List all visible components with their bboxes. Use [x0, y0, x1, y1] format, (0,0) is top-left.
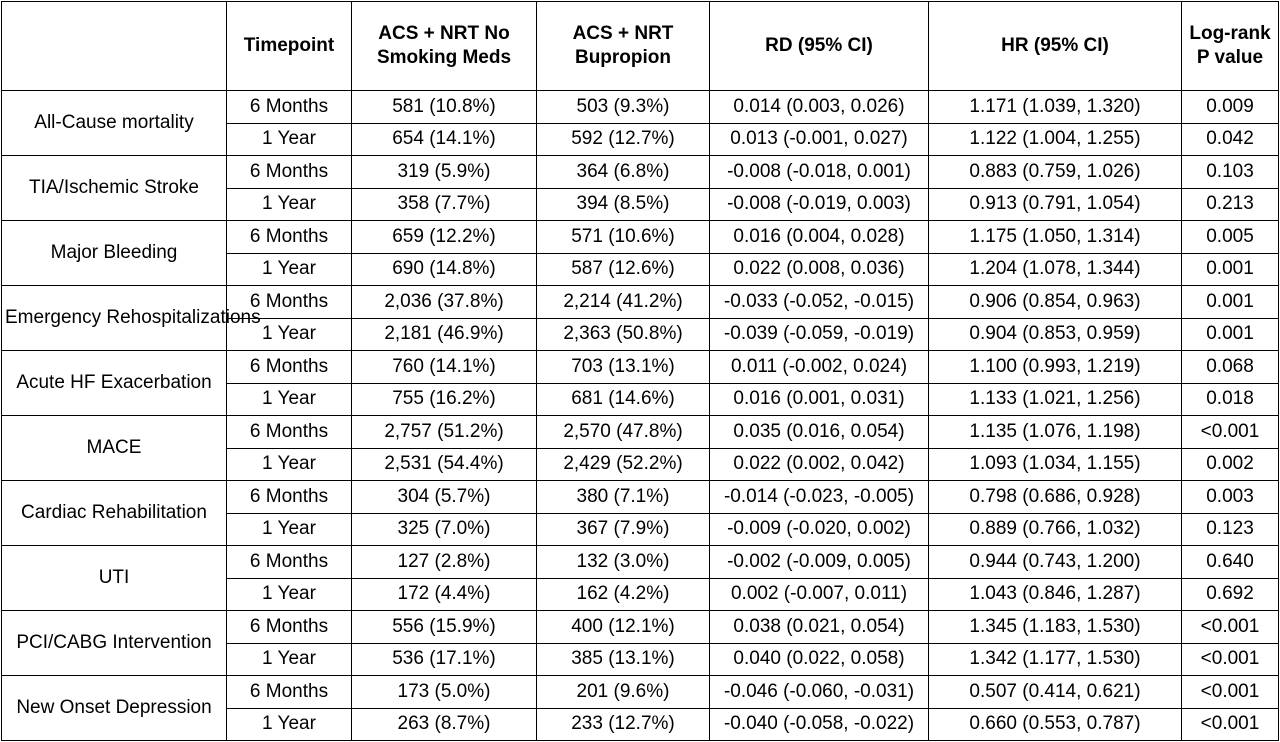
cell-timepoint: 1 Year — [227, 253, 352, 286]
cell-rd: 0.022 (0.008, 0.036) — [710, 253, 929, 286]
cell-rd: -0.008 (-0.018, 0.001) — [710, 156, 929, 189]
cell-no-smoking-meds: 581 (10.8%) — [352, 91, 537, 124]
table-row — [2, 546, 1279, 579]
cell-outcome: MACE — [2, 416, 227, 481]
cell-no-smoking-meds: 2,531 (54.4%) — [352, 448, 537, 481]
cell-p-value: 0.001 — [1182, 253, 1279, 286]
cell-no-smoking-meds: 172 (4.4%) — [352, 578, 537, 611]
cell-bupropion: 385 (13.1%) — [537, 643, 710, 676]
cell-rd: -0.002 (-0.009, 0.005) — [710, 546, 929, 579]
cell-hr: 1.345 (1.183, 1.530) — [929, 611, 1182, 644]
cell-rd: 0.016 (0.004, 0.028) — [710, 221, 929, 254]
cell-timepoint: 1 Year — [227, 123, 352, 156]
cell-timepoint: 1 Year — [227, 578, 352, 611]
cell-bupropion: 2,363 (50.8%) — [537, 318, 710, 351]
cell-bupropion: 592 (12.7%) — [537, 123, 710, 156]
cell-rd: -0.009 (-0.020, 0.002) — [710, 513, 929, 546]
cell-no-smoking-meds: 2,036 (37.8%) — [352, 286, 537, 319]
cell-no-smoking-meds: 2,757 (51.2%) — [352, 416, 537, 449]
cell-no-smoking-meds: 358 (7.7%) — [352, 188, 537, 221]
cell-rd: -0.040 (-0.058, -0.022) — [710, 708, 929, 741]
header-rd: RD (95% CI) — [710, 2, 929, 91]
cell-timepoint: 6 Months — [227, 481, 352, 514]
cell-bupropion: 703 (13.1%) — [537, 351, 710, 384]
cell-timepoint: 6 Months — [227, 221, 352, 254]
cell-p-value: 0.640 — [1182, 546, 1279, 579]
cell-p-value: <0.001 — [1182, 611, 1279, 644]
cell-hr: 1.043 (0.846, 1.287) — [929, 578, 1182, 611]
cell-no-smoking-meds: 325 (7.0%) — [352, 513, 537, 546]
cell-timepoint: 1 Year — [227, 188, 352, 221]
header-p-value: Log-rank P value — [1182, 2, 1279, 91]
cell-hr: 0.883 (0.759, 1.026) — [929, 156, 1182, 189]
cell-rd: -0.033 (-0.052, -0.015) — [710, 286, 929, 319]
table-header — [2, 2, 1279, 91]
cell-p-value: <0.001 — [1182, 708, 1279, 741]
cell-p-value: 0.692 — [1182, 578, 1279, 611]
cell-hr: 0.507 (0.414, 0.621) — [929, 676, 1182, 709]
cell-bupropion: 367 (7.9%) — [537, 513, 710, 546]
cell-timepoint: 6 Months — [227, 156, 352, 189]
cell-hr: 1.122 (1.004, 1.255) — [929, 123, 1182, 156]
cell-p-value: 0.003 — [1182, 481, 1279, 514]
table-row — [2, 221, 1279, 254]
cell-p-value: 0.001 — [1182, 286, 1279, 319]
cell-hr: 1.204 (1.078, 1.344) — [929, 253, 1182, 286]
cell-hr: 1.342 (1.177, 1.530) — [929, 643, 1182, 676]
cell-p-value: 0.009 — [1182, 91, 1279, 124]
results-table — [1, 1, 1279, 741]
cell-no-smoking-meds: 690 (14.8%) — [352, 253, 537, 286]
cell-hr: 1.175 (1.050, 1.314) — [929, 221, 1182, 254]
cell-rd: 0.011 (-0.002, 0.024) — [710, 351, 929, 384]
cell-timepoint: 1 Year — [227, 383, 352, 416]
cell-bupropion: 364 (6.8%) — [537, 156, 710, 189]
cell-rd: -0.039 (-0.059, -0.019) — [710, 318, 929, 351]
cell-no-smoking-meds: 659 (12.2%) — [352, 221, 537, 254]
cell-hr: 1.093 (1.034, 1.155) — [929, 448, 1182, 481]
cell-bupropion: 571 (10.6%) — [537, 221, 710, 254]
cell-hr: 0.904 (0.853, 0.959) — [929, 318, 1182, 351]
cell-timepoint: 1 Year — [227, 448, 352, 481]
cell-outcome: New Onset Depression — [2, 676, 227, 741]
header-bupropion: ACS + NRT Bupropion — [537, 2, 710, 91]
cell-timepoint: 1 Year — [227, 318, 352, 351]
cell-no-smoking-meds: 556 (15.9%) — [352, 611, 537, 644]
cell-rd: 0.038 (0.021, 0.054) — [710, 611, 929, 644]
cell-timepoint: 6 Months — [227, 91, 352, 124]
cell-bupropion: 681 (14.6%) — [537, 383, 710, 416]
cell-p-value: 0.103 — [1182, 156, 1279, 189]
cell-bupropion: 380 (7.1%) — [537, 481, 710, 514]
cell-rd: 0.016 (0.001, 0.031) — [710, 383, 929, 416]
cell-rd: 0.040 (0.022, 0.058) — [710, 643, 929, 676]
cell-p-value: 0.005 — [1182, 221, 1279, 254]
cell-timepoint: 6 Months — [227, 286, 352, 319]
cell-rd: 0.014 (0.003, 0.026) — [710, 91, 929, 124]
cell-hr: 1.135 (1.076, 1.198) — [929, 416, 1182, 449]
cell-outcome: TIA/Ischemic Stroke — [2, 156, 227, 221]
cell-no-smoking-meds: 173 (5.0%) — [352, 676, 537, 709]
table-row — [2, 676, 1279, 709]
cell-bupropion: 394 (8.5%) — [537, 188, 710, 221]
cell-timepoint: 1 Year — [227, 708, 352, 741]
cell-bupropion: 2,570 (47.8%) — [537, 416, 710, 449]
cell-outcome: Acute HF Exacerbation — [2, 351, 227, 416]
cell-timepoint: 6 Months — [227, 546, 352, 579]
table-row — [2, 156, 1279, 189]
cell-timepoint: 6 Months — [227, 676, 352, 709]
cell-p-value: 0.002 — [1182, 448, 1279, 481]
header-no-smoking-meds: ACS + NRT No Smoking Meds — [352, 2, 537, 91]
cell-rd: 0.013 (-0.001, 0.027) — [710, 123, 929, 156]
cell-bupropion: 2,214 (41.2%) — [537, 286, 710, 319]
cell-outcome: UTI — [2, 546, 227, 611]
cell-no-smoking-meds: 536 (17.1%) — [352, 643, 537, 676]
cell-no-smoking-meds: 304 (5.7%) — [352, 481, 537, 514]
table-body — [2, 91, 1279, 741]
cell-hr: 0.906 (0.854, 0.963) — [929, 286, 1182, 319]
cell-outcome: All-Cause mortality — [2, 91, 227, 156]
table-row — [2, 611, 1279, 644]
cell-p-value: <0.001 — [1182, 416, 1279, 449]
cell-timepoint: 1 Year — [227, 643, 352, 676]
cell-no-smoking-meds: 755 (16.2%) — [352, 383, 537, 416]
cell-outcome: Major Bleeding — [2, 221, 227, 286]
cell-bupropion: 400 (12.1%) — [537, 611, 710, 644]
cell-timepoint: 6 Months — [227, 611, 352, 644]
table-row — [2, 286, 1279, 319]
cell-no-smoking-meds: 263 (8.7%) — [352, 708, 537, 741]
table-row — [2, 351, 1279, 384]
cell-rd: 0.002 (-0.007, 0.011) — [710, 578, 929, 611]
cell-rd: -0.008 (-0.019, 0.003) — [710, 188, 929, 221]
cell-timepoint: 6 Months — [227, 416, 352, 449]
table-row — [2, 416, 1279, 449]
header-row — [2, 2, 1279, 91]
cell-hr: 0.913 (0.791, 1.054) — [929, 188, 1182, 221]
cell-no-smoking-meds: 127 (2.8%) — [352, 546, 537, 579]
table-row — [2, 91, 1279, 124]
cell-p-value: 0.042 — [1182, 123, 1279, 156]
cell-bupropion: 2,429 (52.2%) — [537, 448, 710, 481]
cell-hr: 0.660 (0.553, 0.787) — [929, 708, 1182, 741]
cell-outcome: Cardiac Rehabilitation — [2, 481, 227, 546]
cell-no-smoking-meds: 2,181 (46.9%) — [352, 318, 537, 351]
cell-p-value: 0.001 — [1182, 318, 1279, 351]
cell-bupropion: 162 (4.2%) — [537, 578, 710, 611]
header-timepoint: Timepoint — [227, 2, 352, 91]
cell-bupropion: 587 (12.6%) — [537, 253, 710, 286]
cell-hr: 1.100 (0.993, 1.219) — [929, 351, 1182, 384]
cell-rd: 0.035 (0.016, 0.054) — [710, 416, 929, 449]
cell-rd: -0.014 (-0.023, -0.005) — [710, 481, 929, 514]
cell-p-value: 0.213 — [1182, 188, 1279, 221]
cell-hr: 1.133 (1.021, 1.256) — [929, 383, 1182, 416]
cell-bupropion: 233 (12.7%) — [537, 708, 710, 741]
cell-p-value: 0.018 — [1182, 383, 1279, 416]
cell-bupropion: 201 (9.6%) — [537, 676, 710, 709]
cell-p-value: 0.123 — [1182, 513, 1279, 546]
cell-no-smoking-meds: 760 (14.1%) — [352, 351, 537, 384]
header-outcome — [2, 2, 227, 91]
cell-p-value: <0.001 — [1182, 643, 1279, 676]
cell-hr: 1.171 (1.039, 1.320) — [929, 91, 1182, 124]
cell-outcome: Emergency Rehospitalizations — [2, 286, 227, 351]
cell-timepoint: 6 Months — [227, 351, 352, 384]
cell-bupropion: 132 (3.0%) — [537, 546, 710, 579]
cell-no-smoking-meds: 319 (5.9%) — [352, 156, 537, 189]
cell-hr: 0.798 (0.686, 0.928) — [929, 481, 1182, 514]
cell-timepoint: 1 Year — [227, 513, 352, 546]
cell-no-smoking-meds: 654 (14.1%) — [352, 123, 537, 156]
cell-hr: 0.944 (0.743, 1.200) — [929, 546, 1182, 579]
cell-p-value: <0.001 — [1182, 676, 1279, 709]
cell-rd: 0.022 (0.002, 0.042) — [710, 448, 929, 481]
cell-hr: 0.889 (0.766, 1.032) — [929, 513, 1182, 546]
table-row — [2, 481, 1279, 514]
cell-rd: -0.046 (-0.060, -0.031) — [710, 676, 929, 709]
cell-outcome: PCI/CABG Intervention — [2, 611, 227, 676]
header-hr: HR (95% CI) — [929, 2, 1182, 91]
cell-p-value: 0.068 — [1182, 351, 1279, 384]
cell-bupropion: 503 (9.3%) — [537, 91, 710, 124]
